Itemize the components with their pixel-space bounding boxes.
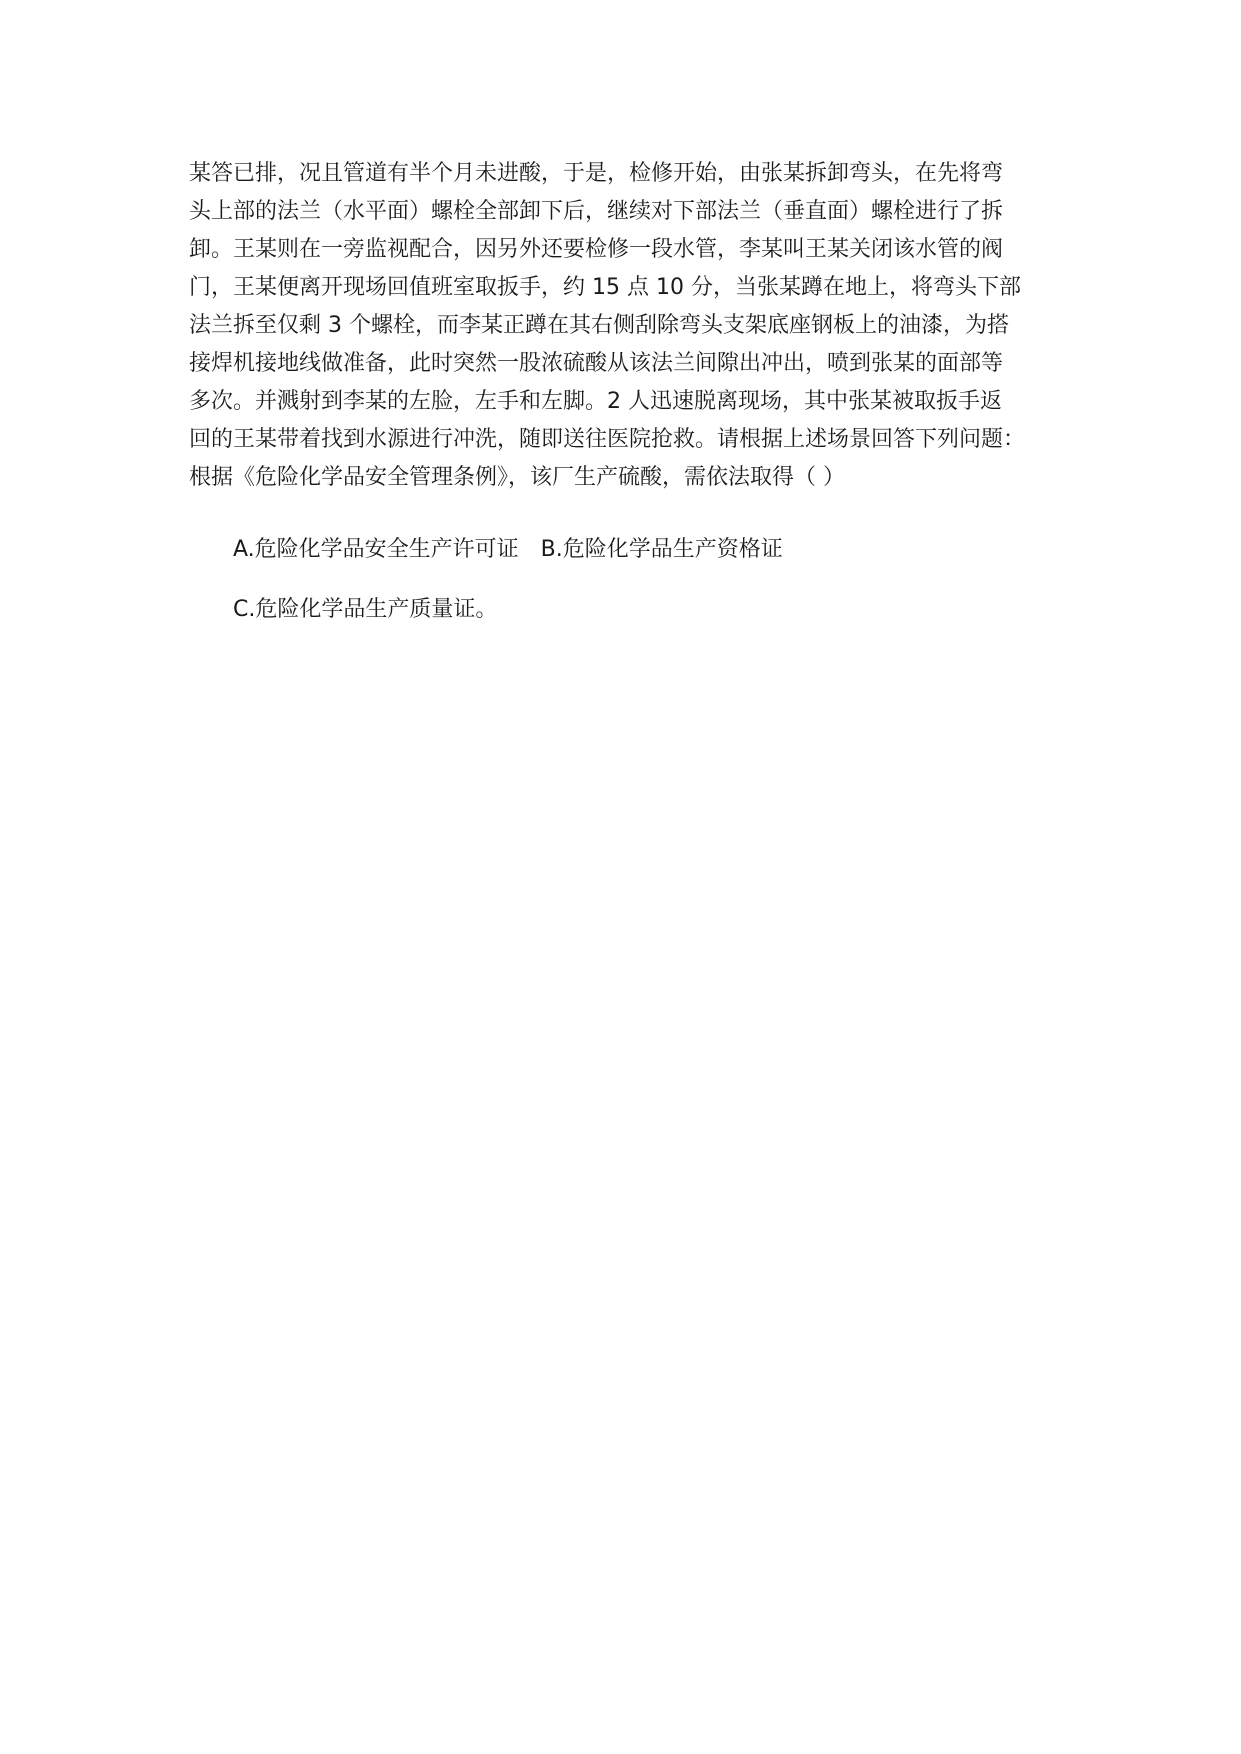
question-line: 卸。王某则在一旁监视配合，因另外还要检修一段水管，李某叫王某关闭该水管的阀 [189, 237, 1004, 262]
question-line: 接焊机接地线做准备，此时突然一股浓硫酸从该法兰间隙出冲出，喷到张某的面部等 [189, 351, 1004, 376]
question-text [189, 155, 1089, 497]
question-line: 法兰拆至仅剩 3 个螺栓，而李某正蹲在其右侧刮除弯头支架底座钢板上的油漆，为搭 [189, 313, 1009, 338]
question-line: 根据《危险化学品安全管理条例》，该厂生产硫酸，需依法取得（ ） [189, 465, 845, 490]
question-line: 多次。并溅射到李某的左脸，左手和左脚。2 人迅速脱离现场，其中张某被取扳手返 [189, 389, 1002, 414]
options-row-1 [233, 531, 783, 569]
question-line: 某答已排，况且管道有半个月未进酸，于是，检修开始，由张某拆卸弯头，在先将弯 [189, 161, 1004, 186]
question-line: 头上部的法兰（水平面）螺栓全部卸下后，继续对下部法兰（垂直面）螺栓进行了拆 [189, 199, 1004, 224]
question-line: 回的王某带着找到水源进行冲洗，随即送往医院抢救。请根据上述场景回答下列问题： [189, 427, 1026, 452]
option-b: B.危险化学品生产资格证 [540, 537, 783, 562]
option-c: C.危险化学品生产质量证。 [233, 597, 498, 622]
question-line: 门，王某便离开现场回值班室取扳手，约 15 点 10 分，当张某蹲在地上，将弯头下部 [189, 275, 1021, 300]
options-row-2 [233, 591, 497, 629]
option-a: A.危险化学品安全生产许可证 [233, 537, 519, 562]
